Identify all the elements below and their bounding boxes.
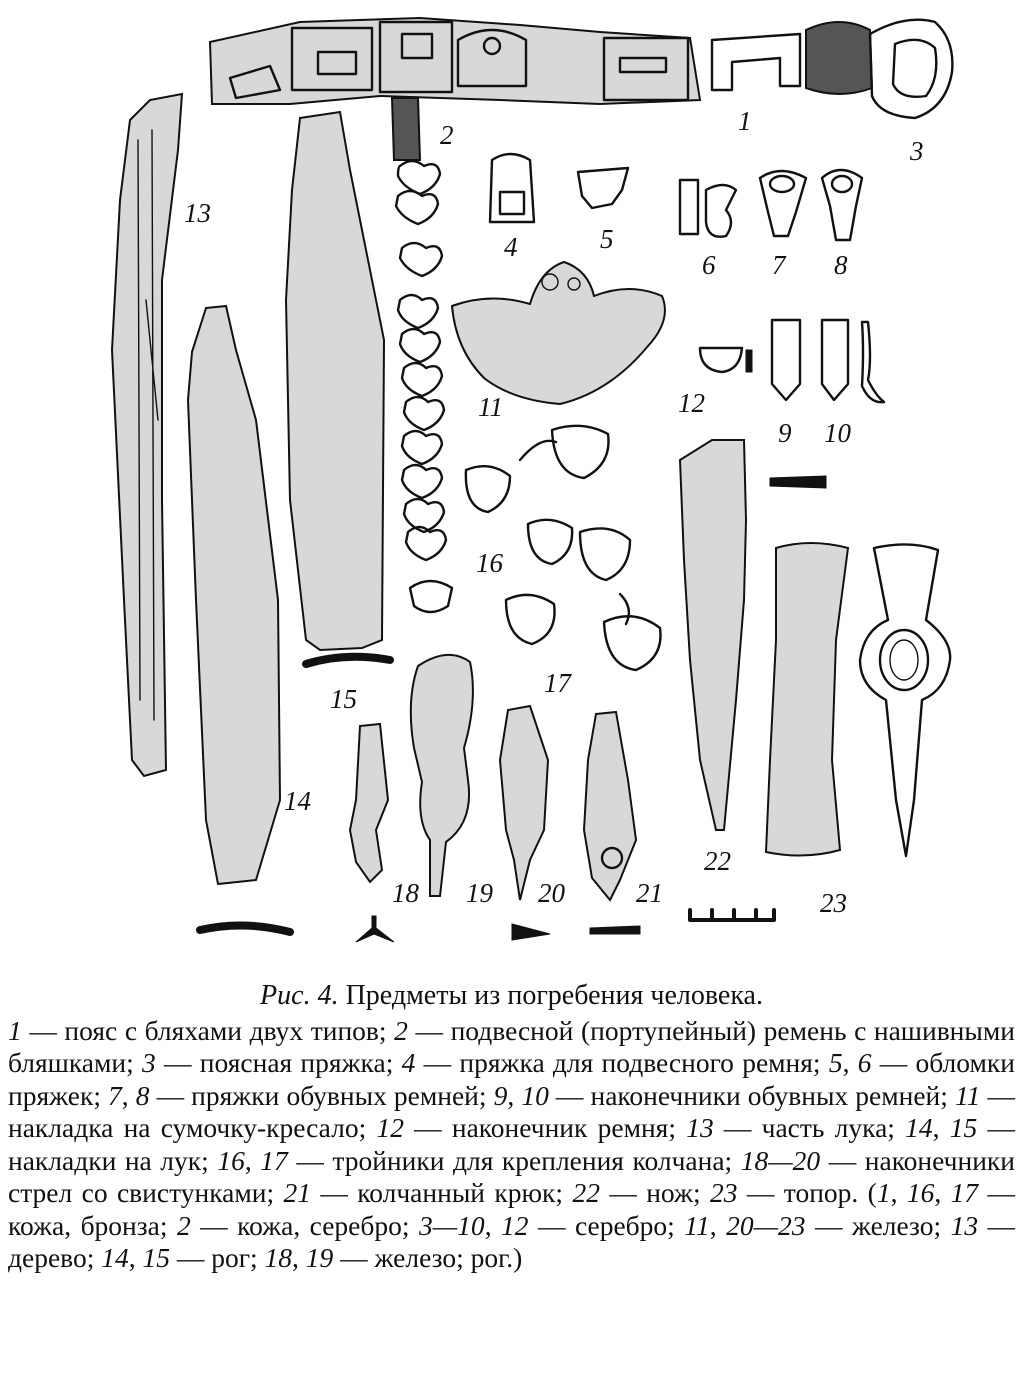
- caption-item-number: 21: [283, 1177, 311, 1208]
- caption-item-number: 10: [521, 1079, 549, 1111]
- caption-item-number: 20—23: [726, 1209, 806, 1241]
- caption-item-text: — пояс с бляхами двух типов;: [21, 1014, 395, 1046]
- caption-item-number: 12: [501, 1209, 529, 1241]
- caption-item-text: ,: [244, 1144, 261, 1176]
- caption-item-text: — рог;: [169, 1242, 265, 1273]
- caption-item-text: ,: [842, 1047, 858, 1078]
- caption-item-number: 13: [686, 1112, 714, 1143]
- label-12: 12: [678, 388, 705, 418]
- item-10-tip: [822, 320, 884, 402]
- caption-item-number: 18: [264, 1242, 293, 1273]
- caption-item-text: — серебро;: [528, 1209, 685, 1241]
- caption-item-text: ,: [507, 1079, 522, 1111]
- item-19-arrowhead: [411, 655, 473, 896]
- item-8-buckle: [822, 170, 862, 240]
- caption-item-number: 19: [305, 1242, 334, 1273]
- caption-item-number: 3: [142, 1047, 156, 1078]
- caption-item-number: 3—10: [418, 1209, 485, 1241]
- caption-item-number: 15: [142, 1242, 170, 1273]
- caption-item-number: 15: [949, 1112, 978, 1143]
- figure-caption: [0, 980, 1023, 1275]
- item-6-fragment: [680, 180, 736, 237]
- caption-item-number: 4: [401, 1047, 416, 1078]
- caption-item-text: — дерево;: [8, 1209, 1016, 1273]
- label-19: 19: [466, 878, 493, 908]
- label-3: 3: [910, 136, 924, 166]
- caption-item-text: — железо; рог.): [333, 1242, 523, 1273]
- label-14: 14: [284, 786, 311, 816]
- caption-item-text: ,: [890, 1177, 907, 1208]
- label-4: 4: [504, 232, 518, 262]
- caption-item-number: 17: [260, 1144, 288, 1176]
- caption-item-text: — пряжки обувных ремней;: [149, 1079, 494, 1111]
- caption-item-text: — поясная пряжка;: [155, 1047, 402, 1078]
- caption-item-number: 18—20: [740, 1144, 821, 1176]
- caption-item-number: 6: [857, 1047, 872, 1078]
- label-2: 2: [440, 120, 454, 150]
- item-9-tip: [772, 320, 800, 400]
- caption-item-text: ,: [292, 1242, 306, 1273]
- caption-item-number: 11: [684, 1209, 710, 1241]
- item-14-bow-plate: [188, 306, 290, 932]
- caption-item-number: 9: [493, 1079, 508, 1111]
- caption-item-number: 1: [876, 1177, 891, 1208]
- caption-item-number: 23: [710, 1177, 738, 1208]
- item-3-buckle: [870, 20, 952, 118]
- caption-title: [0, 980, 1023, 1013]
- caption-item-number: 16: [906, 1177, 935, 1208]
- caption-item-text: — подвесной (портупейный) ремень с нашивными бляшками;: [8, 1014, 1015, 1078]
- item-23-axe: [766, 543, 950, 856]
- item-7-buckle: [760, 171, 806, 236]
- item-16-tee: [466, 426, 609, 564]
- caption-item-number: 8: [135, 1079, 150, 1111]
- item-15-bow-plate: [286, 112, 390, 664]
- figure-number: Рис. 4.: [260, 980, 339, 1011]
- caption-item-text: ,: [709, 1209, 727, 1241]
- caption-item-text: — кожа, бронза;: [8, 1177, 1015, 1241]
- caption-item-text: — топор. (: [737, 1177, 877, 1208]
- caption-item-text: ,: [934, 1177, 951, 1208]
- caption-item-text: ,: [128, 1242, 143, 1273]
- caption-item-number: 17: [950, 1177, 979, 1208]
- item-18-arrowhead: [350, 724, 394, 942]
- item-13-bow-part: [112, 94, 182, 776]
- label-11: 11: [478, 392, 503, 422]
- caption-item-number: 13: [950, 1209, 979, 1241]
- caption-item-text: — накладка на сумочку-кресало;: [8, 1079, 1016, 1143]
- caption-item-text: ,: [932, 1112, 950, 1143]
- caption-body: [8, 1015, 1015, 1275]
- caption-item-text: — часть лука;: [713, 1112, 906, 1143]
- caption-item-number: 11: [954, 1079, 981, 1111]
- caption-item-number: 2: [394, 1014, 408, 1046]
- item-2-strap: [392, 98, 452, 612]
- caption-item-number: 22: [572, 1177, 600, 1208]
- caption-item-text: — нож;: [599, 1177, 711, 1208]
- label-6: 6: [702, 250, 716, 280]
- caption-item-number: 2: [176, 1209, 191, 1241]
- label-20: 20: [538, 878, 565, 908]
- label-23: 23: [820, 888, 847, 918]
- label-7: 7: [772, 250, 786, 280]
- item-21-quiver-hook: [584, 712, 640, 934]
- label-1: 1: [738, 106, 752, 136]
- caption-item-text: — пряжка для подвесного ремня;: [415, 1047, 829, 1078]
- label-16: 16: [476, 548, 503, 578]
- caption-item-text: — тройники для крепления колчана;: [287, 1144, 741, 1176]
- caption-item-number: 1: [8, 1014, 22, 1046]
- label-22: 22: [704, 846, 731, 876]
- label-21: 21: [636, 878, 663, 908]
- caption-item-text: ,: [484, 1209, 502, 1241]
- label-18: 18: [392, 878, 419, 908]
- caption-item-text: — железо;: [805, 1209, 951, 1241]
- label-13: 13: [184, 198, 211, 228]
- item-4-buckle: [490, 154, 534, 222]
- caption-item-number: 16: [217, 1144, 245, 1176]
- caption-item-text: ,: [121, 1079, 136, 1111]
- caption-item-text: — кожа, серебро;: [190, 1209, 419, 1241]
- caption-item-text: — наконечник ремня;: [403, 1112, 687, 1143]
- label-17: 17: [544, 668, 571, 698]
- caption-item-text: — накладки на лук;: [8, 1112, 1016, 1176]
- caption-item-number: 7: [108, 1079, 122, 1111]
- caption-item-number: 14: [101, 1242, 129, 1273]
- item-11-plate: [452, 262, 665, 404]
- item-17-tee: [506, 528, 661, 670]
- caption-item-number: 14: [905, 1112, 933, 1143]
- caption-item-text: — колчанный крюк;: [311, 1177, 573, 1208]
- caption-item-text: — наконечники стрел со свистунками;: [8, 1144, 1016, 1208]
- caption-item-text: — обломки пряжек;: [8, 1047, 1015, 1111]
- item-5-fragment: [578, 168, 628, 208]
- caption-item-number: 5: [828, 1047, 843, 1078]
- item-1-belt: [210, 18, 872, 104]
- caption-item-text: — наконечники обувных ремней;: [548, 1079, 955, 1111]
- label-5: 5: [600, 224, 614, 254]
- label-15: 15: [330, 684, 357, 714]
- label-10: 10: [824, 418, 851, 448]
- caption-heading: Предметы из погребения человека.: [345, 980, 763, 1011]
- item-12-strap-tip: [700, 348, 752, 372]
- label-8: 8: [834, 250, 848, 280]
- caption-item-number: 12: [376, 1112, 404, 1143]
- label-9: 9: [778, 418, 792, 448]
